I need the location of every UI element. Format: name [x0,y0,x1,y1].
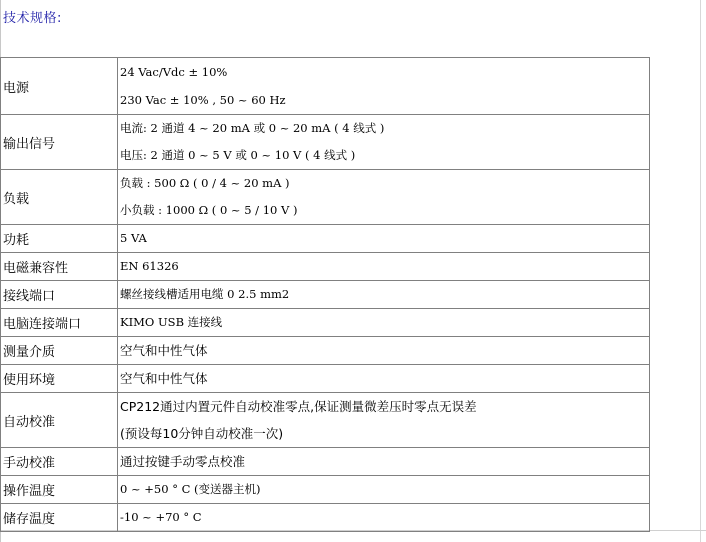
spec-value [118,337,650,365]
spec-value-line: 24 Vac/Vdc ± 10% [120,65,228,79]
spec-value-line: 通过按键手动零点校准 [120,454,246,469]
spec-label: 使用环境 [1,365,118,393]
spec-label: 电源 [1,58,118,115]
spec-value-line: CP212通过内置元件自动校准零点,保证测量微差压时零点无误差 [120,399,477,414]
spec-value [118,309,650,337]
spec-row-auto-calibration [1,393,650,448]
spec-value [118,393,650,448]
spec-value-line: 电压: 2 通道 0 ~ 5 V 或 0 ~ 10 V ( 4 线式 ) [120,148,356,162]
spec-value-line: 5 VA [120,231,147,245]
spec-row-emc [1,253,650,281]
spec-value-line: 负载 : 500 Ω ( 0 / 4 ~ 20 mA ) [120,176,290,190]
spec-value-line: 电流: 2 通道 4 ~ 20 mA 或 0 ~ 20 mA ( 4 线式 ) [120,121,385,135]
spec-row-manual-calibration [1,448,650,476]
spec-value [118,253,650,281]
spec-label: 接线端口 [1,281,118,309]
spec-label: 储存温度 [1,504,118,532]
spec-value [118,115,650,170]
spec-row-output-signal [1,115,650,170]
spec-value-line: 螺丝接线槽适用电缆 0 2.5 mm2 [120,287,290,301]
spec-row-storage-temp [1,504,650,532]
spec-value-line: 小负载 : 1000 Ω ( 0 ~ 5 / 10 V ) [120,203,298,217]
spec-value [118,365,650,393]
spec-label: 输出信号 [1,115,118,170]
spec-value-line: 空气和中性气体 [120,371,208,386]
spec-row-wiring-port [1,281,650,309]
spec-value-line: (预设每10分钟自动校准一次) [120,426,284,441]
right-border-line [700,0,701,542]
spec-value [118,58,650,115]
spec-value [118,225,650,253]
spec-value [118,448,650,476]
spec-row-load [1,170,650,225]
spec-value [118,281,650,309]
spec-value-line: 230 Vac ± 10% , 50 ~ 60 Hz [120,93,286,107]
spec-value [118,170,650,225]
spec-label: 手动校准 [1,448,118,476]
spec-label: 电脑连接端口 [1,309,118,337]
spec-row-power [1,58,650,115]
spec-row-environment [1,365,650,393]
spec-value-line: 0 ~ +50 ° C (变送器主机) [120,482,261,496]
spec-row-operating-temp [1,476,650,504]
spec-label: 负载 [1,170,118,225]
spec-value-line: -10 ~ +70 ° C [120,510,202,524]
spec-value-line: EN 61326 [120,259,179,273]
spec-row-pc-port [1,309,650,337]
spec-value [118,476,650,504]
spec-row-medium [1,337,650,365]
spec-label: 操作温度 [1,476,118,504]
spec-value-line: 空气和中性气体 [120,343,208,358]
spec-label: 测量介质 [1,337,118,365]
spec-label: 电磁兼容性 [1,253,118,281]
section-heading: 技术规格: [3,11,62,26]
spec-label: 自动校准 [1,393,118,448]
spec-value [118,504,650,532]
spec-value-line: KIMO USB 连接线 [120,315,223,329]
spec-row-power-consumption [1,225,650,253]
spec-label: 功耗 [1,225,118,253]
spec-table [0,57,650,532]
